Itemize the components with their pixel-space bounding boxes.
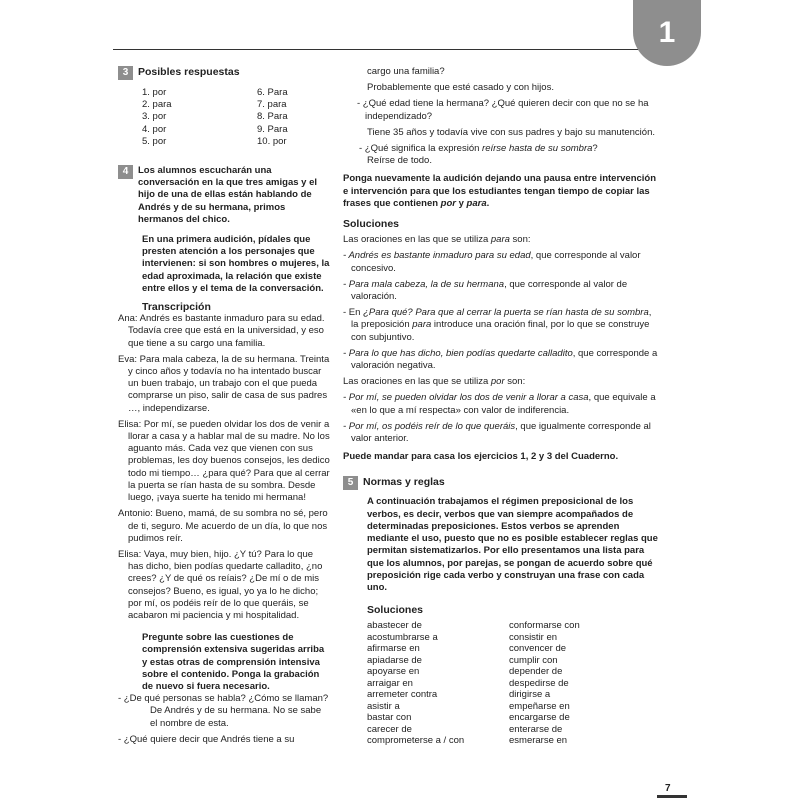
list-item: empeñarse en: [509, 700, 570, 712]
section-4-header: [118, 165, 330, 226]
list-item: acostumbrarse a: [367, 631, 438, 643]
section-number: 4: [118, 165, 133, 179]
list-item: 8. Para: [257, 111, 288, 123]
text: para: [412, 319, 432, 331]
page-number-rule: [657, 795, 687, 798]
list-item: 1. por: [142, 87, 167, 98]
answers-col-2: [257, 87, 347, 148]
list-item: bastar con: [367, 712, 412, 724]
list-item: 5. por: [142, 135, 167, 147]
list-item: afirmarse en: [367, 643, 420, 655]
instruction-paragraph: En una primera audición, pídales que presten atención a los personajes que intervienen: si son hombres o mujeres, la edad aproximada, la relación que existe entre ellos y el tema de la conversación.: [142, 234, 330, 294]
dialogue-line: Ana: Andrés es bastante inmaduro para su edad. Todavía cree que está en la universidad, y eso que tiene a su cargo una familia.: [118, 313, 325, 349]
explanation: , que corresponde a valoración negativa.: [351, 347, 658, 372]
list-item: arremeter contra: [367, 689, 438, 701]
explanation: introduce una oración final, por lo que se construye con subjuntivo.: [351, 319, 650, 343]
list-item: asistir a: [367, 700, 400, 712]
question: - ¿Qué edad tiene la hermana? ¿Qué quieren decir con que no se ha independizado?: [357, 98, 649, 122]
list-item: 7. para: [257, 99, 287, 111]
para-intro: [343, 234, 659, 246]
list-item: conformarse con: [509, 620, 580, 632]
text: son:: [504, 376, 526, 388]
verbs-col-2: [509, 620, 629, 747]
section-number: 3: [118, 66, 133, 80]
dialogue-line: Antonio: Bueno, mamá, de su sombra no sé, pero de ti, seguro. Me acuerdo de un día, lo que nos pudimos reír.: [118, 508, 328, 544]
verbs-col-1: [367, 620, 509, 747]
explanation: , que igualmente corresponde al valor anterior.: [351, 420, 651, 445]
example: - Para mala cabeza, la de su hermana: [343, 278, 505, 290]
pause-para: para: [466, 197, 487, 209]
question-text: - ¿Qué significa la expresión: [359, 143, 483, 155]
solution-item: [343, 250, 659, 274]
section-body: A continuación trabajamos el régimen preposicional de los verbos, es decir, verbos que van siempre acompañados de determinadas preposiciones. Estos verbos se aprenden mediante el uso, puesto que no es posible establecer reglas que permitan sistematizarlos. Por ello presentamos una lista para que los alumnos, por parejas, se pongan de acuerdo sobre qué preposición rige cada verbo y construyan una frase con cada uno.: [367, 496, 658, 593]
list-item: 9. Para: [257, 123, 288, 135]
text: son:: [509, 234, 531, 246]
question-continued: cargo una familia?: [367, 66, 445, 77]
solution-item: [343, 392, 659, 416]
question: - ¿Qué quiere decir que Andrés tiene a su: [118, 733, 295, 745]
answer: De Andrés y de su hermana. No se sabe el nombre de esta.: [150, 705, 322, 729]
solution-item: [343, 279, 659, 303]
section-title: Normas y reglas: [363, 476, 445, 489]
question-mark: ?: [592, 143, 598, 155]
answer: Tiene 35 años y todavía vive con sus padres y bajo su manutención.: [367, 126, 655, 138]
list-item: carecer de: [367, 723, 412, 735]
list-item: dirigirse a: [509, 689, 551, 701]
solution-item: [343, 421, 659, 445]
chapter-number: 1: [658, 16, 676, 49]
text: Las oraciones en las que se utiliza: [343, 376, 491, 388]
transcription-title: Transcripción: [142, 301, 211, 314]
homework-note: Puede mandar para casa los ejercicios 1, 2 y 3 del Cuaderno.: [343, 451, 619, 463]
text: por: [490, 376, 505, 388]
explanation: , que corresponde al valor concesivo.: [351, 250, 641, 274]
verbs-list: [367, 620, 659, 747]
comprehension-paragraph: Pregunte sobre las cuestiones de comprensión extensiva sugeridas arriba y estas otras de comprensión intensiva sobre el contenido. Ponga la grabación de nuevo si fuera necesario.: [142, 632, 325, 692]
left-column: [118, 66, 330, 746]
text: Las oraciones en las que se utiliza: [343, 234, 491, 246]
section-intro: Los alumnos escucharán una conversación en la que tres amigas y el hijo de una de ellas están hablando de Andrés y de su hermana, primos hermanos del chico.: [138, 165, 317, 225]
example: ¿Para qué? Para que al cerrar la puerta se rían hasta de su sombra: [363, 307, 649, 319]
example: - Andrés es bastante inmaduro para su edad: [343, 250, 531, 262]
pause-paragraph: [343, 173, 659, 210]
solutions-title: Soluciones: [367, 604, 424, 617]
question: - ¿De qué personas se habla? ¿Cómo se llaman?: [118, 693, 329, 705]
list-item: apoyarse en: [367, 666, 420, 678]
list-item: 3. por: [142, 111, 167, 123]
explanation: , que corresponde al valor de valoración.: [351, 278, 628, 303]
list-item: 6. Para: [257, 87, 288, 98]
explanation: , que equivale a «en lo que a mí respecta» con valor de indiferencia.: [351, 392, 656, 416]
dialogue-line: Eva: Para mala cabeza, la de su hermana. Treinta y cinco años y todavía no ha intentado buscar un buen trabajo, un trabajo con el que pueda comprarse un piso, salir de casa de sus padres …, independizarse.: [118, 353, 330, 414]
page-number: 7: [665, 783, 671, 794]
dialogue-line: Elisa: Vaya, muy bien, hijo. ¿Y tú? Para lo que has dicho, bien podías quedarte calladito, ¿no crees? ¿Y de qué os reíais? ¿De mí o de mis consejos? Bueno, es igual, yo ya lo he dicho; por mí, os podéis reír de lo que queráis, se acabaron mi paciencia y mi hospitalidad.: [118, 548, 323, 621]
section-5-header: [343, 476, 659, 490]
answer: Probablemente que esté casado y con hijos.: [367, 82, 554, 94]
list-item: 4. por: [142, 123, 167, 135]
por-intro: [343, 376, 659, 388]
question: [343, 143, 659, 155]
dialogue-line: Elisa: Por mí, se pueden olvidar los dos de venir a llorar a casa y a hablar mal de su madre. No los aguanto más. Cada vez que vienen con sus problemas, les doy buenos consejos, les dedico todo mi tiempo… ¿para qué? Para que al cerrar la puerta se rían hasta de su sombra. Desde luego, ¡vaya suerte ha tenido mi hermana!: [118, 418, 330, 504]
chapter-tab: [633, 0, 701, 66]
example: - Por mí, se pueden olvidar los dos de venir a llorar a casa: [343, 392, 589, 404]
solution-item: [343, 307, 659, 344]
example: - Por mí, os podéis reír de lo que queráis: [343, 420, 516, 432]
solution-item: [343, 348, 659, 372]
list-item: cumplir con: [509, 654, 558, 666]
list-item: arraigar en: [367, 677, 413, 689]
transcription: [118, 313, 330, 622]
list-item: convencer de: [509, 643, 567, 655]
list-item: 2. para: [142, 99, 172, 111]
answer: Reírse de todo.: [367, 155, 432, 167]
list-item: enterarse de: [509, 723, 563, 735]
list-item: abastecer de: [367, 620, 422, 632]
list-item: comprometerse a / con: [367, 735, 465, 747]
list-item: consistir en: [509, 631, 558, 643]
list-item: despedirse de: [509, 677, 569, 689]
pause-por: por: [440, 197, 456, 209]
pause-and: y: [455, 197, 467, 209]
answers-col-1: [142, 87, 257, 148]
section-number: 5: [343, 476, 358, 490]
solutions-title: Soluciones: [343, 218, 400, 231]
section-3-header: [118, 66, 330, 80]
list-item: encargarse de: [509, 712, 570, 724]
section-title: Posibles respuestas: [138, 66, 240, 78]
right-column: [343, 66, 659, 747]
question-expression: reírse hasta de su sombra: [482, 143, 593, 155]
list-item: depender de: [509, 666, 563, 678]
pause-text: Ponga nuevamente la audición dejando una pausa entre intervención e intervención para que los estudiantes tengan tiempo de copiar las frases que contienen: [343, 173, 657, 209]
list-item: esmerarse en: [509, 735, 568, 747]
answers-list: [142, 87, 330, 148]
text: , la preposición: [351, 307, 652, 331]
text: - En: [343, 307, 364, 319]
list-item: 10. por: [257, 135, 287, 147]
header-rule: [113, 49, 673, 50]
pause-end: .: [486, 197, 490, 209]
list-item: apiadarse de: [367, 654, 422, 666]
example: - Para lo que has dicho, bien podías quedarte calladito: [343, 347, 573, 359]
text: para: [490, 234, 510, 246]
